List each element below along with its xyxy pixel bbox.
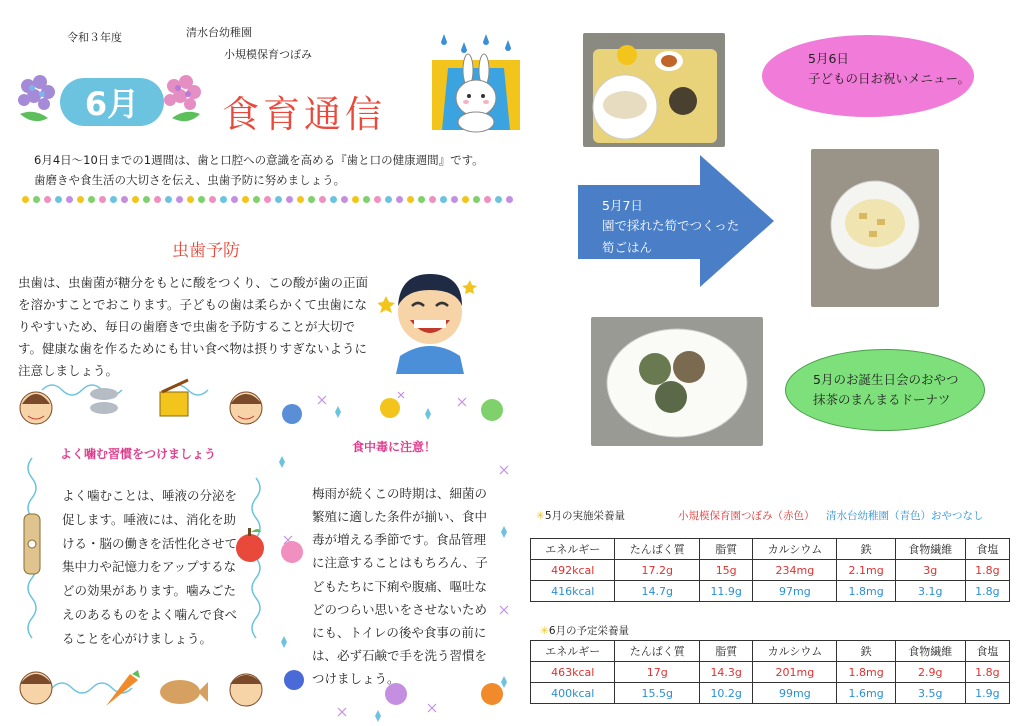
month-badge-label: 6月 — [84, 85, 140, 123]
table-row — [531, 662, 1010, 683]
cell: 1.8g — [965, 560, 1009, 581]
cell: 15g — [699, 560, 752, 581]
may-nutrition-title: ✳5月の実施栄養量 — [536, 510, 625, 522]
cell: 201mg — [753, 662, 837, 683]
cell: 3.5g — [895, 683, 965, 704]
legend-red: 小規模保育園つぼみ（赤色） — [678, 510, 815, 522]
table-header-row — [531, 641, 1010, 662]
cell: 1.9g — [965, 683, 1009, 704]
col-calcium: カルシウム — [753, 539, 837, 560]
brushing-boy-icon — [378, 256, 482, 374]
chewing-text: よく噛むことは、唾液の分泌を促します。唾液には、消化を助ける・脳の働きを活性化させて集中力や記憶力をアップするなどの効果があります。噛みごたえのあるものをよく噛んで食べることを心がけましょう。 — [62, 488, 238, 646]
cell: 463kcal — [531, 662, 615, 683]
hydrangea-right-icon — [160, 72, 208, 132]
photo-bamboo-rice — [811, 149, 939, 307]
photo-matcha-donuts — [591, 317, 763, 446]
photo-childrens-day-meal — [583, 33, 725, 147]
cell: 492kcal — [531, 560, 615, 581]
hydrangea-left-icon — [14, 72, 62, 132]
cell: 3.1g — [895, 581, 965, 602]
intro-line-1: 6月4日〜10日までの1週間は、歯と口腔への意識を高める『歯と口の健康週間』です。 — [34, 153, 484, 167]
cell: 15.5g — [615, 683, 699, 704]
cell: 416kcal — [531, 581, 615, 602]
fiscal-year: 令和３年度 — [67, 31, 122, 44]
cell: 11.9g — [699, 581, 752, 602]
table-row — [531, 581, 1010, 602]
col-fat: 脂質 — [699, 641, 752, 662]
cell: 2.1mg — [837, 560, 895, 581]
cell: 400kcal — [531, 683, 615, 704]
may6-date: 5月6日 — [808, 51, 849, 66]
food-poisoning-text: 梅雨が続くこの時期は、細菌の繁殖に適した条件が揃い、食中毒が増える季節です。食品管理に注意することはもちろん、子どもたちに下痢や腹痛、嘔吐などのつらい思いをさせないためにも、トイレの後や食事の前には、必ず石鹸で手を洗う習慣をつけましょう。 — [312, 486, 488, 686]
col-salt: 食塩 — [965, 539, 1009, 560]
cell: 14.7g — [615, 581, 699, 602]
col-fiber: 食物繊維 — [895, 539, 965, 560]
cell: 1.8mg — [837, 662, 895, 683]
col-energy: エネルギー — [531, 641, 615, 662]
cell: 10.2g — [699, 683, 752, 704]
cell: 2.9g — [895, 662, 965, 683]
col-iron: 鉄 — [837, 539, 895, 560]
may6-caption: 子どもの日お祝いメニュー。 — [808, 71, 971, 86]
food-poisoning-heading: 食中毒に注意！ — [352, 440, 437, 454]
month-badge — [60, 78, 164, 126]
cell: 17.2g — [615, 560, 699, 581]
col-protein: たんぱく質 — [615, 539, 699, 560]
nursery-name: 小規模保育つぼみ — [224, 48, 312, 61]
cell: 1.8g — [965, 662, 1009, 683]
may7-caption-1: 園で採れた筍でつくった — [602, 218, 740, 233]
table-header-row — [531, 539, 1010, 560]
cavity-text: 虫歯は、虫歯菌が糖分をもとに酸をつくり、この酸が歯の正面を溶かすことでおこります。子どもの歯は柔らかくて虫歯になりやすいため、毎日の歯磨きで虫歯を予防することが大切です。健康な歯を作るためにも甘い食べ物は摂りすぎないように注意しましょう。 — [18, 275, 369, 378]
june-nutrition-table — [530, 640, 1010, 704]
col-fiber: 食物繊維 — [895, 641, 965, 662]
sparkle-icon: ✳ — [540, 625, 549, 637]
col-energy: エネルギー — [531, 539, 615, 560]
may7-caption-2: 筍ごはん — [602, 240, 653, 255]
birthday-caption-2: 抹茶のまんまるドーナツ — [813, 392, 951, 407]
sparkle-icon: ✳ — [536, 510, 545, 522]
may7-date: 5月7日 — [602, 198, 643, 213]
birthday-caption-1: 5月のお誕生日会のおやつ — [813, 372, 959, 387]
cavity-heading: 虫歯予防 — [172, 241, 240, 261]
june-nutrition-title: ✳6月の予定栄養量 — [540, 625, 629, 637]
may-nutrition-table — [530, 538, 1010, 602]
page-title: 食育通信 — [222, 93, 386, 136]
cell: 99mg — [753, 683, 837, 704]
rabbit-rain-icon — [428, 30, 524, 134]
cell: 1.6mg — [837, 683, 895, 704]
cell: 17g — [615, 662, 699, 683]
chewing-heading: よく噛む習慣をつけましょう — [60, 447, 217, 461]
school-name: 清水台幼稚園 — [186, 26, 252, 39]
legend-blue: 清水台幼稚園（青色）おやつなし — [826, 510, 984, 522]
col-calcium: カルシウム — [753, 641, 837, 662]
col-protein: たんぱく質 — [615, 641, 699, 662]
col-salt: 食塩 — [965, 641, 1009, 662]
cell: 3g — [895, 560, 965, 581]
col-iron: 鉄 — [837, 641, 895, 662]
cell: 234mg — [753, 560, 837, 581]
cell: 1.8mg — [837, 581, 895, 602]
cell: 1.8g — [965, 581, 1009, 602]
decorative-dot-divider — [22, 196, 522, 203]
intro-line-2: 歯磨きや食生活の大切さを伝え、虫歯予防に努めましょう。 — [34, 173, 346, 187]
table-row — [531, 560, 1010, 581]
col-fat: 脂質 — [699, 539, 752, 560]
cell: 97mg — [753, 581, 837, 602]
cell: 14.3g — [699, 662, 752, 683]
table-row — [531, 683, 1010, 704]
